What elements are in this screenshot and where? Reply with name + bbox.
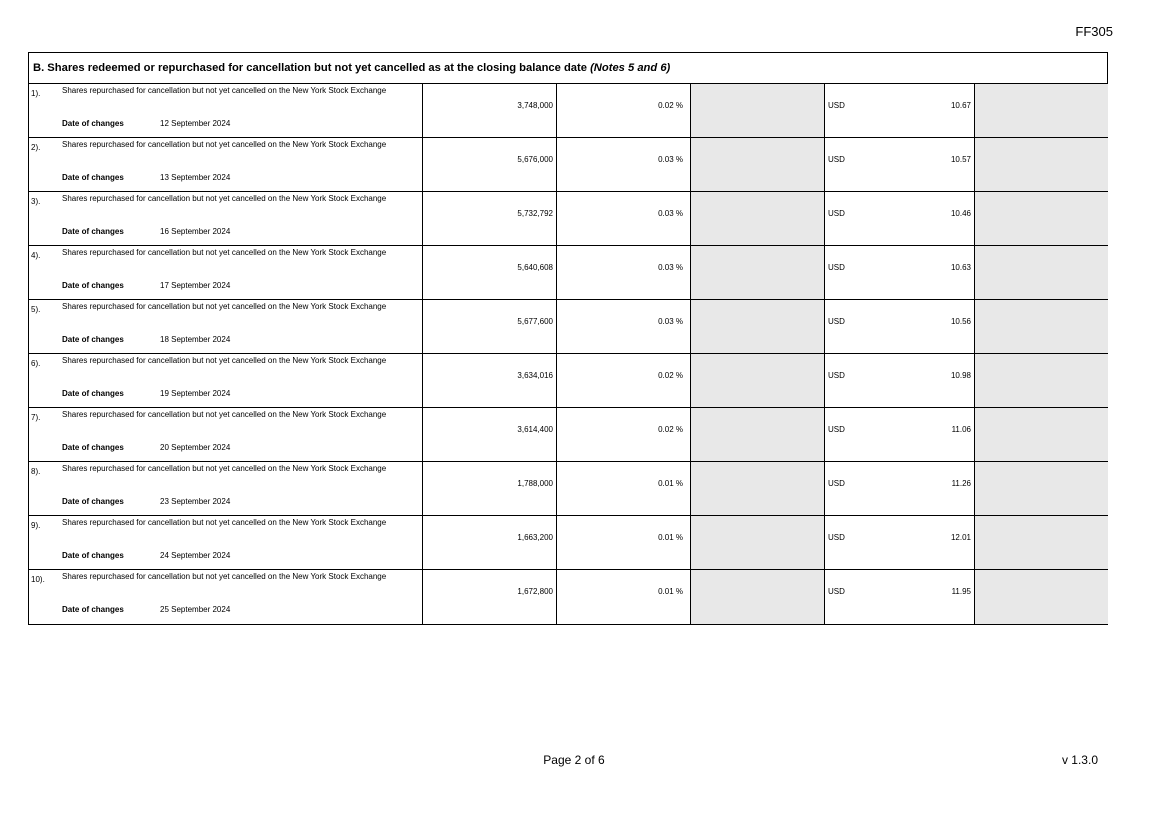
description-cell <box>29 354 423 407</box>
percent-cell <box>557 570 691 624</box>
price-value: 10.63 <box>950 263 971 272</box>
currency-value: USD <box>828 209 845 218</box>
date-label: Date of changes <box>62 551 124 560</box>
table-row <box>29 300 1107 354</box>
price-value: 10.56 <box>950 317 971 326</box>
currency-value: USD <box>828 533 845 542</box>
table-row <box>29 462 1107 516</box>
table-row <box>29 138 1107 192</box>
shaded-cell <box>975 138 1108 191</box>
row-description: Shares repurchased for cancellation but not yet cancelled on the New York Stock Exchange <box>62 86 387 95</box>
price-cell <box>825 138 975 191</box>
row-description: Shares repurchased for cancellation but not yet cancelled on the New York Stock Exchange <box>62 464 387 473</box>
percent-value: 0.03 % <box>658 317 683 326</box>
currency-value: USD <box>828 371 845 380</box>
shares-value: 5,676,000 <box>517 155 553 164</box>
shaded-cell <box>691 138 825 191</box>
date-of-changes <box>62 119 230 128</box>
price-value: 10.57 <box>950 155 971 164</box>
percent-value: 0.02 % <box>658 101 683 110</box>
description-cell <box>29 300 423 353</box>
version-label: v 1.3.0 <box>1061 753 1098 767</box>
percent-cell <box>557 84 691 137</box>
currency-value: USD <box>828 479 845 488</box>
percent-cell <box>557 516 691 569</box>
row-index: 10). <box>31 575 45 584</box>
shaded-cell <box>975 300 1108 353</box>
row-description: Shares repurchased for cancellation but not yet cancelled on the New York Stock Exchange <box>62 572 387 581</box>
date-label: Date of changes <box>62 605 124 614</box>
date-of-changes <box>62 389 230 398</box>
shaded-cell <box>691 354 825 407</box>
shares-value: 1,672,800 <box>517 587 553 596</box>
date-value: 19 September 2024 <box>160 389 231 398</box>
date-of-changes <box>62 497 230 506</box>
row-index: 2). <box>31 143 41 152</box>
shaded-cell <box>975 246 1108 299</box>
description-cell <box>29 246 423 299</box>
date-of-changes <box>62 281 230 290</box>
date-value: 25 September 2024 <box>160 605 231 614</box>
section-title-text: B. Shares redeemed or repurchased for cancellation but not yet cancelled as at the closing balance date <box>33 62 587 74</box>
row-index: 9). <box>31 521 41 530</box>
shares-cell <box>423 84 557 137</box>
shares-table <box>28 52 1108 625</box>
row-index: 5). <box>31 305 41 314</box>
date-label: Date of changes <box>62 335 124 344</box>
shaded-cell <box>691 300 825 353</box>
percent-value: 0.01 % <box>658 587 683 596</box>
date-of-changes <box>62 443 230 452</box>
currency-value: USD <box>828 425 845 434</box>
date-of-changes <box>62 173 230 182</box>
percent-value: 0.02 % <box>658 425 683 434</box>
date-label: Date of changes <box>62 389 124 398</box>
shares-value: 1,788,000 <box>517 479 553 488</box>
section-title <box>29 53 1107 84</box>
currency-value: USD <box>828 587 845 596</box>
shaded-cell <box>975 354 1108 407</box>
shaded-cell <box>975 84 1108 137</box>
row-description: Shares repurchased for cancellation but not yet cancelled on the New York Stock Exchange <box>62 518 387 527</box>
date-label: Date of changes <box>62 119 124 128</box>
shaded-cell <box>975 408 1108 461</box>
percent-cell <box>557 408 691 461</box>
description-cell <box>29 408 423 461</box>
shaded-cell <box>691 462 825 515</box>
shares-value: 5,677,600 <box>517 317 553 326</box>
table-row <box>29 246 1107 300</box>
description-cell <box>29 138 423 191</box>
currency-value: USD <box>828 101 845 110</box>
table-row <box>29 354 1107 408</box>
currency-value: USD <box>828 263 845 272</box>
description-cell <box>29 570 423 624</box>
row-index: 8). <box>31 467 41 476</box>
percent-value: 0.01 % <box>658 479 683 488</box>
form-code: FF305 <box>1075 24 1113 39</box>
date-of-changes <box>62 335 230 344</box>
price-cell <box>825 300 975 353</box>
page-number: Page 2 of 6 <box>543 753 605 767</box>
price-cell <box>825 192 975 245</box>
price-value: 11.95 <box>951 587 971 596</box>
date-value: 17 September 2024 <box>160 281 231 290</box>
shares-value: 5,732,792 <box>517 209 553 218</box>
shaded-cell <box>975 462 1108 515</box>
shaded-cell <box>691 192 825 245</box>
section-title-notes: (Notes 5 and 6) <box>590 62 671 74</box>
description-cell <box>29 516 423 569</box>
price-cell <box>825 408 975 461</box>
description-cell <box>29 84 423 137</box>
shares-cell <box>423 570 557 624</box>
row-index: 4). <box>31 251 41 260</box>
date-label: Date of changes <box>62 443 124 452</box>
price-value: 12.01 <box>950 533 971 542</box>
percent-value: 0.03 % <box>658 263 683 272</box>
date-value: 18 September 2024 <box>160 335 231 344</box>
percent-value: 0.03 % <box>658 209 683 218</box>
shaded-cell <box>691 516 825 569</box>
shares-value: 5,640,608 <box>517 263 553 272</box>
date-value: 12 September 2024 <box>160 119 231 128</box>
date-label: Date of changes <box>62 281 124 290</box>
table-body <box>29 84 1107 624</box>
shares-cell <box>423 300 557 353</box>
price-value: 10.46 <box>950 209 971 218</box>
row-description: Shares repurchased for cancellation but not yet cancelled on the New York Stock Exchange <box>62 248 387 257</box>
percent-cell <box>557 138 691 191</box>
date-value: 23 September 2024 <box>160 497 231 506</box>
shaded-cell <box>975 516 1108 569</box>
percent-cell <box>557 192 691 245</box>
shaded-cell <box>975 192 1108 245</box>
date-value: 13 September 2024 <box>160 173 231 182</box>
table-row <box>29 570 1107 624</box>
row-description: Shares repurchased for cancellation but not yet cancelled on the New York Stock Exchange <box>62 194 387 203</box>
percent-value: 0.01 % <box>658 533 683 542</box>
row-index: 3). <box>31 197 41 206</box>
shares-value: 3,748,000 <box>517 101 553 110</box>
date-value: 20 September 2024 <box>160 443 231 452</box>
percent-value: 0.03 % <box>658 155 683 164</box>
table-row <box>29 516 1107 570</box>
description-cell <box>29 462 423 515</box>
price-cell <box>825 246 975 299</box>
shaded-cell <box>691 570 825 624</box>
date-value: 24 September 2024 <box>160 551 231 560</box>
date-label: Date of changes <box>62 173 124 182</box>
shaded-cell <box>975 570 1108 624</box>
shares-cell <box>423 462 557 515</box>
shares-value: 3,614,400 <box>517 425 553 434</box>
date-of-changes <box>62 551 230 560</box>
percent-cell <box>557 462 691 515</box>
shares-value: 1,663,200 <box>517 533 553 542</box>
shaded-cell <box>691 246 825 299</box>
table-row <box>29 192 1107 246</box>
price-cell <box>825 462 975 515</box>
date-label: Date of changes <box>62 497 124 506</box>
shares-cell <box>423 516 557 569</box>
price-cell <box>825 570 975 624</box>
date-of-changes <box>62 227 230 236</box>
table-row <box>29 84 1107 138</box>
percent-cell <box>557 354 691 407</box>
percent-cell <box>557 246 691 299</box>
price-value: 10.98 <box>950 371 971 380</box>
row-description: Shares repurchased for cancellation but not yet cancelled on the New York Stock Exchange <box>62 410 387 419</box>
row-description: Shares repurchased for cancellation but not yet cancelled on the New York Stock Exchange <box>62 356 387 365</box>
shares-value: 3,634,016 <box>517 371 553 380</box>
price-value: 10.67 <box>950 101 971 110</box>
shares-cell <box>423 246 557 299</box>
price-cell <box>825 84 975 137</box>
price-cell <box>825 516 975 569</box>
row-index: 7). <box>31 413 41 422</box>
row-index: 1). <box>31 89 41 98</box>
shares-cell <box>423 138 557 191</box>
shares-cell <box>423 408 557 461</box>
price-value: 11.26 <box>951 479 971 488</box>
row-index: 6). <box>31 359 41 368</box>
percent-value: 0.02 % <box>658 371 683 380</box>
date-of-changes <box>62 605 230 614</box>
description-cell <box>29 192 423 245</box>
currency-value: USD <box>828 155 845 164</box>
shaded-cell <box>691 408 825 461</box>
shares-cell <box>423 192 557 245</box>
percent-cell <box>557 300 691 353</box>
shaded-cell <box>691 84 825 137</box>
currency-value: USD <box>828 317 845 326</box>
date-label: Date of changes <box>62 227 124 236</box>
date-value: 16 September 2024 <box>160 227 231 236</box>
price-value: 11.06 <box>951 425 971 434</box>
table-row <box>29 408 1107 462</box>
row-description: Shares repurchased for cancellation but not yet cancelled on the New York Stock Exchange <box>62 302 387 311</box>
price-cell <box>825 354 975 407</box>
shares-cell <box>423 354 557 407</box>
row-description: Shares repurchased for cancellation but not yet cancelled on the New York Stock Exchange <box>62 140 387 149</box>
